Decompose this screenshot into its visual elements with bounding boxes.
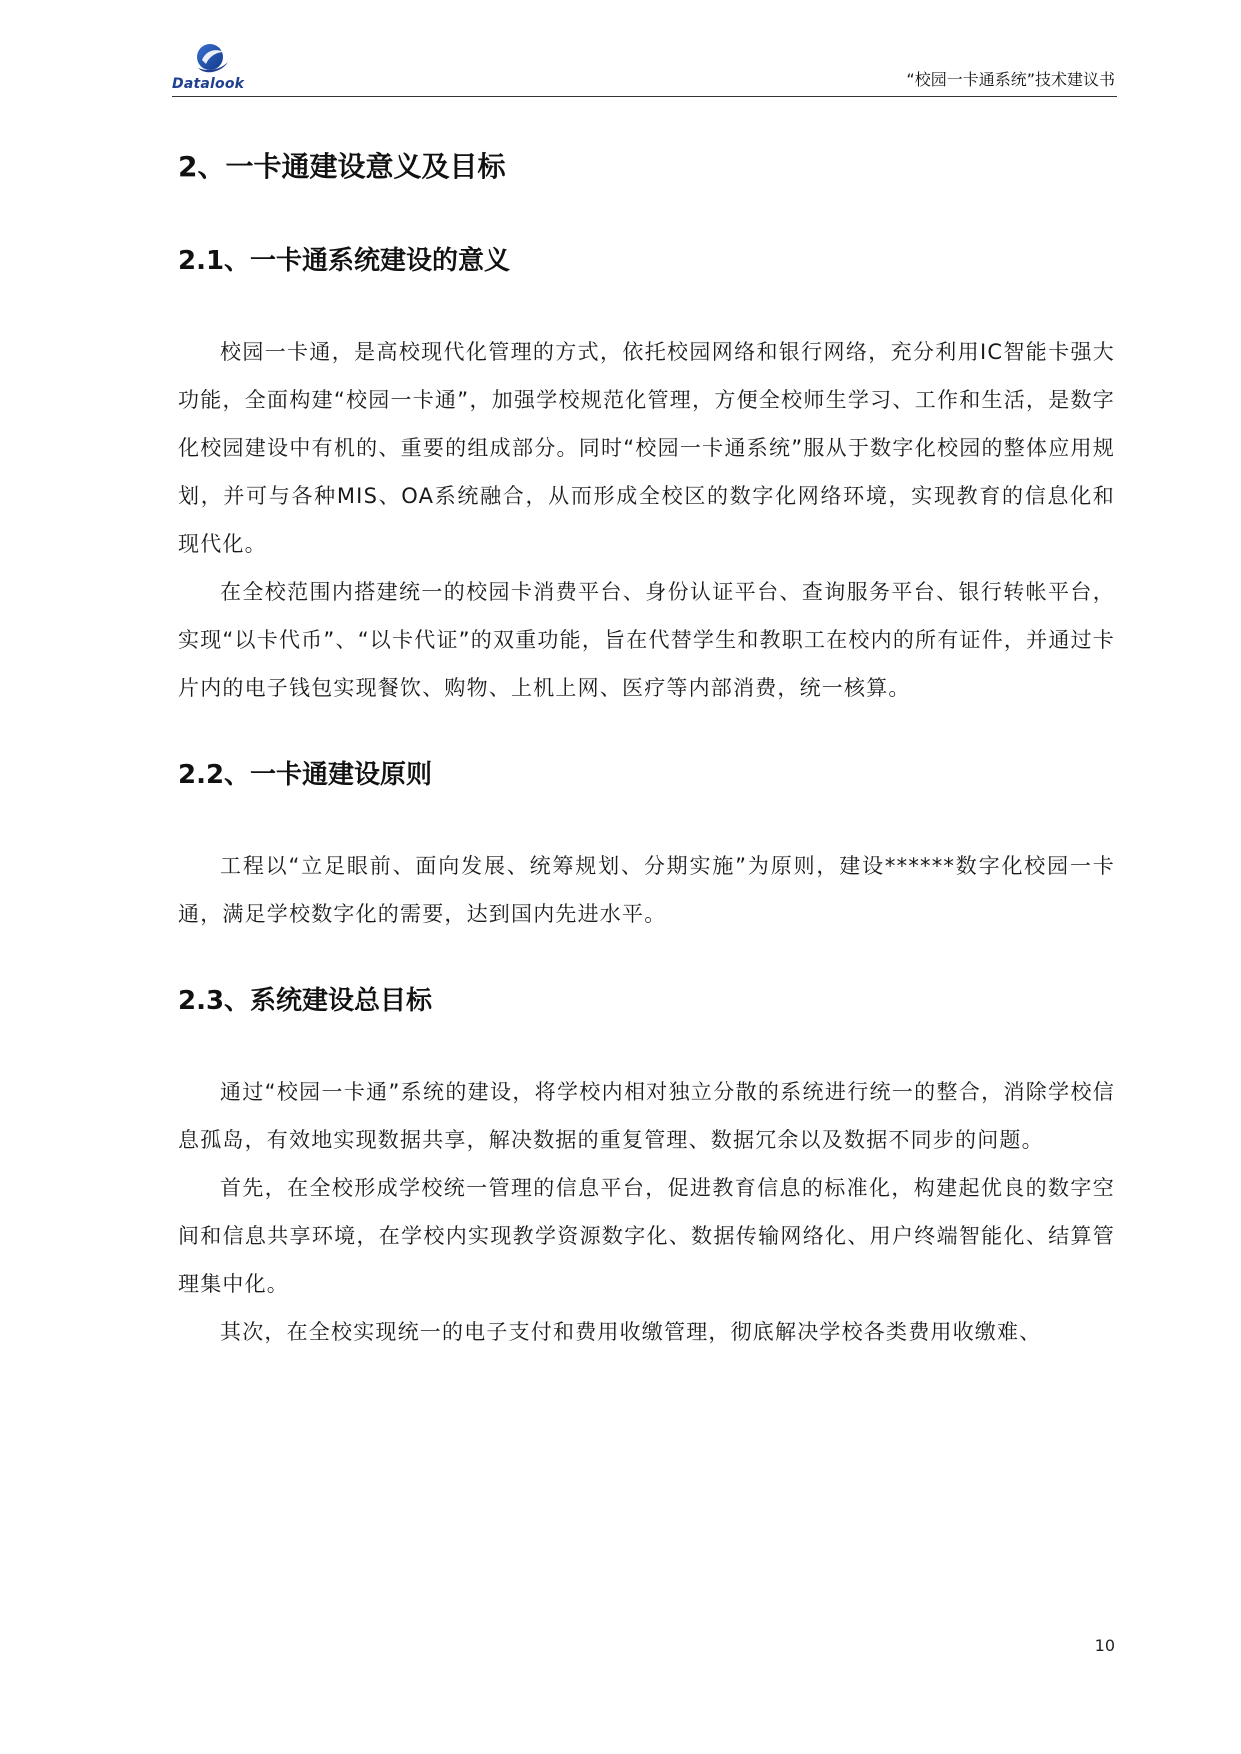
page-header	[172, 38, 1117, 97]
logo-text: Datalook	[172, 76, 245, 92]
section-2-2-heading: 2.2、一卡通建设原则	[178, 760, 433, 790]
section-2-1-heading: 2.1、一卡通系统建设的意义	[178, 246, 511, 276]
section-2-3-heading: 2.3、系统建设总目标	[178, 986, 433, 1016]
section-2-2-paragraph: 工程以“立足眼前、面向发展、统筹规划、分期实施”为原则，建设******数字化校园一卡通，满足学校数字化的需要，达到国内先进水平。	[178, 854, 1115, 926]
datalook-logo	[172, 38, 262, 96]
page-number: 10	[1094, 1636, 1115, 1655]
document-body	[178, 140, 1115, 1356]
section-2-3-paragraph: 通过“校园一卡通”系统的建设，将学校内相对独立分散的系统进行统一的整合，消除学校信息孤岛，有效地实现数据共享，解决数据的重复管理、数据冗余以及数据不同步的问题。	[178, 1080, 1115, 1152]
logo-mark-icon	[194, 42, 230, 74]
header-title: “校园一卡通系统”技术建议书	[906, 70, 1115, 89]
section-2-1-paragraph: 在全校范围内搭建统一的校园卡消费平台、身份认证平台、查询服务平台、银行转帐平台，实现“以卡代币”、“以卡代证”的双重功能，旨在代替学生和教职工在校内的所有证件，并通过卡片内的电子钱包实现餐饮、购物、上机上网、医疗等内部消费，统一核算。	[178, 580, 1115, 700]
section-2-3-paragraph: 其次，在全校实现统一的电子支付和费用收缴管理，彻底解决学校各类费用收缴难、	[220, 1320, 1042, 1344]
section-2-heading: 2、一卡通建设意义及目标	[178, 150, 506, 183]
section-2-3-paragraph: 首先，在全校形成学校统一管理的信息平台，促进教育信息的标准化，构建起优良的数字空间和信息共享环境，在学校内实现教学资源数字化、数据传输网络化、用户终端智能化、结算管理集中化。	[178, 1176, 1115, 1296]
section-2-1-paragraph: 校园一卡通，是高校现代化管理的方式，依托校园网络和银行网络，充分利用IC智能卡强大功能，全面构建“校园一卡通”，加强学校规范化管理，方便全校师生学习、工作和生活，是数字化校园建设中有机的、重要的组成部分。同时“校园一卡通系统”服从于数字化校园的整体应用规划，并可与各种MIS、OA系统融合，从而形成全校区的数字化网络环境，实现教育的信息化和现代化。	[178, 340, 1115, 556]
